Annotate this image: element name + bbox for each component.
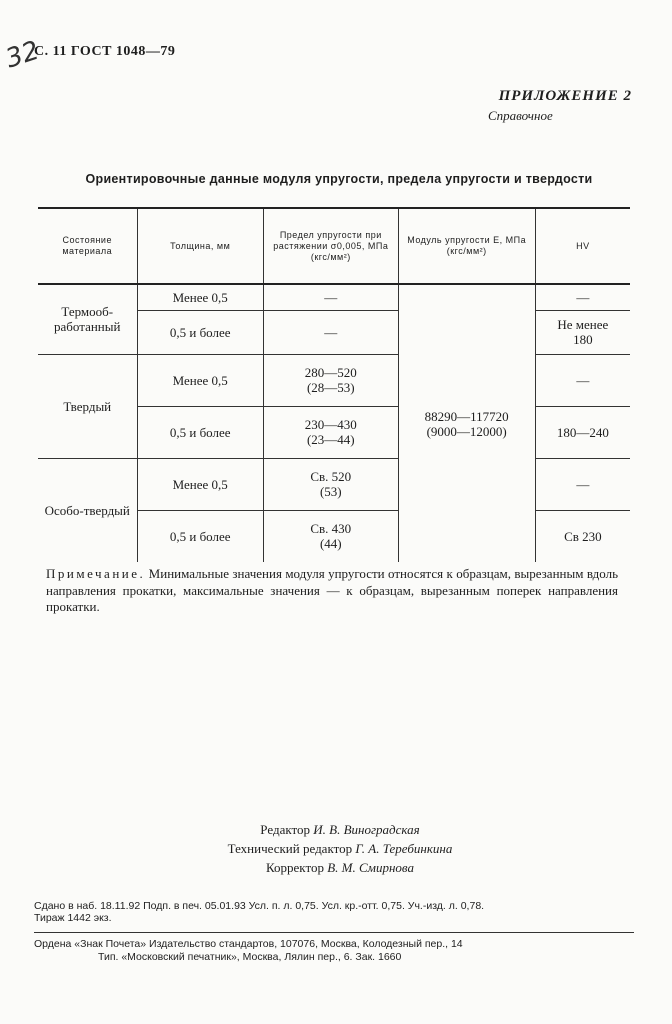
editor-role: Редактор bbox=[260, 822, 310, 837]
limit-cell bbox=[263, 510, 398, 562]
printer-line: Тип. «Московский печатник», Москва, Лялин пер., 6. Зак. 1660 bbox=[98, 951, 402, 963]
handwritten-page-number: 32 bbox=[2, 35, 43, 75]
table-note bbox=[46, 566, 618, 616]
limit-value: Св. 430 bbox=[310, 521, 352, 537]
limit-value-kgf: (23—44) bbox=[306, 432, 355, 447]
state-cell: Твердый bbox=[38, 354, 137, 458]
credit-editor bbox=[150, 820, 530, 839]
hv-value-line2: 180 bbox=[573, 332, 593, 347]
publisher-info bbox=[34, 938, 634, 964]
limit-value-kgf: (44) bbox=[319, 536, 342, 552]
thickness-cell: Менее 0,5 bbox=[137, 284, 263, 310]
appendix-title: ПРИЛОЖЕНИЕ 2 bbox=[498, 88, 632, 104]
modulus-kgf: (9000—12000) bbox=[426, 423, 507, 439]
print-details-line: Сдано в наб. 18.11.92 Подп. в печ. 05.01.93 Усл. п. л. 0,75. Усл. кр.-отт. 0,75. Уч.-изд. л. 0,78. bbox=[34, 900, 485, 912]
note-label: Примечание. bbox=[46, 566, 146, 581]
appendix-subtitle: Справочное bbox=[488, 108, 553, 123]
publisher-line: Ордена «Знак Почета» Издательство стандартов, 107076, Москва, Колодезный пер., 14 bbox=[34, 938, 463, 950]
hv-value: Св 230 bbox=[564, 528, 602, 544]
tech-editor-name: Г. А. Теребинкина bbox=[355, 841, 453, 856]
credit-proofreader bbox=[150, 858, 530, 877]
header-hv: HV bbox=[535, 208, 630, 284]
limit-cell bbox=[263, 354, 398, 406]
thickness-cell: Менее 0,5 bbox=[137, 458, 263, 510]
hv-value: Не менее bbox=[557, 317, 609, 332]
hv-cell bbox=[535, 406, 630, 458]
divider bbox=[34, 932, 634, 933]
proofreader-name: В. М. Смирнова bbox=[327, 860, 414, 875]
header-state: Состояние материала bbox=[38, 208, 137, 284]
hv-value: — bbox=[576, 476, 590, 492]
hv-cell bbox=[535, 458, 630, 510]
limit-cell bbox=[263, 458, 398, 510]
table-row bbox=[38, 354, 630, 406]
limit-value: Св. 520 bbox=[310, 469, 352, 484]
note-text: Минимальные значения модуля упругости относятся к образцам, вырезанным вдоль направления прокатки, максимальные значения — к образцам, вырезанным поперек направления прокатки. bbox=[46, 566, 619, 614]
hv-cell bbox=[535, 284, 630, 310]
hv-value: — bbox=[576, 289, 590, 305]
header-modulus: Модуль упругости Е, МПа (кгс/мм²) bbox=[398, 208, 535, 284]
thickness-cell: 0,5 и более bbox=[137, 406, 263, 458]
credits-block bbox=[150, 820, 530, 877]
state-cell: Особо-твердый bbox=[44, 502, 130, 518]
modulus-mpa: 88290—117720 bbox=[424, 408, 509, 424]
limit-cell bbox=[263, 406, 398, 458]
tech-editor-role: Технический редактор bbox=[227, 841, 353, 856]
hv-cell bbox=[535, 310, 630, 354]
hv-value: — bbox=[576, 372, 590, 388]
thickness-cell: 0,5 и более bbox=[137, 310, 263, 354]
limit-value: — bbox=[324, 324, 338, 340]
table-title: Ориентировочные данные модуля упругости, предела упругости и твердости bbox=[85, 172, 593, 186]
hv-cell bbox=[535, 510, 630, 562]
table-header-row bbox=[38, 208, 630, 284]
editor-name: И. В. Виноградская bbox=[313, 822, 420, 837]
print-run: Тираж 1442 экз. bbox=[34, 912, 112, 924]
limit-cell bbox=[263, 284, 398, 310]
proofreader-role: Корректор bbox=[266, 860, 324, 875]
limit-value: 230—430 bbox=[304, 417, 357, 432]
limit-value: 280—520 bbox=[304, 365, 357, 380]
state-cell: Термооб-работанный bbox=[38, 284, 137, 354]
page-header: С. 11 ГОСТ 1048—79 bbox=[34, 44, 176, 59]
header-thickness: Толщина, мм bbox=[137, 208, 263, 284]
table-row bbox=[38, 458, 630, 510]
limit-cell bbox=[263, 310, 398, 354]
hv-value: 180—240 bbox=[556, 424, 609, 440]
modulus-cell bbox=[398, 284, 535, 562]
thickness-cell: 0,5 и более bbox=[137, 510, 263, 562]
header-elastic-limit: Предел упругости при растяжении σ0,005, МПа (кгс/мм²) bbox=[263, 208, 398, 284]
limit-value-kgf: (53) bbox=[319, 484, 342, 499]
print-details bbox=[34, 900, 634, 924]
limit-value-kgf: (28—53) bbox=[306, 380, 355, 395]
hv-cell bbox=[535, 354, 630, 406]
credit-tech-editor bbox=[150, 839, 530, 858]
table-row bbox=[38, 284, 630, 310]
properties-table bbox=[38, 207, 630, 562]
limit-value: — bbox=[324, 289, 338, 305]
thickness-cell: Менее 0,5 bbox=[137, 354, 263, 406]
